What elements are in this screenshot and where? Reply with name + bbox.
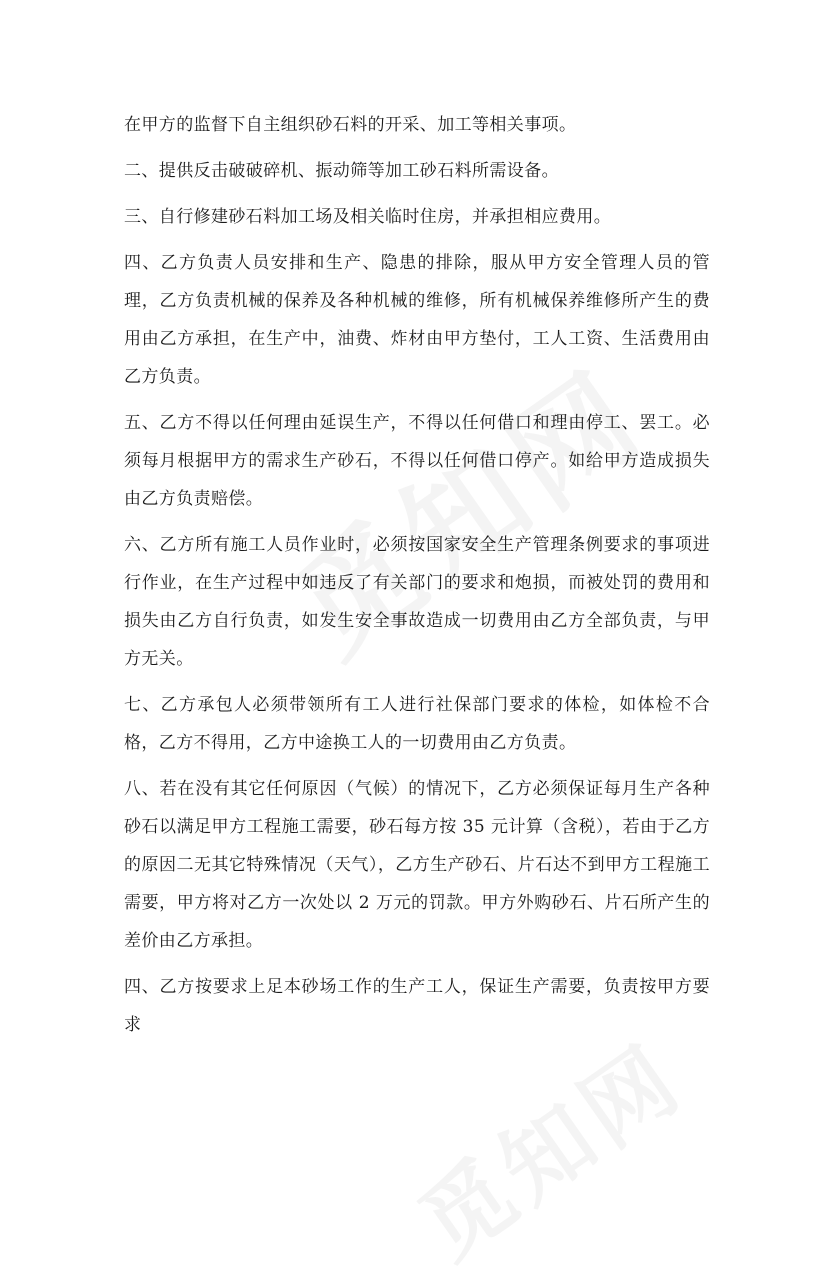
paragraph: 八、若在没有其它任何原因（气候）的情况下，乙方必须保证每月生产各种砂石以满足甲方工程施工需要，砂石每方按 35 元计算（含税），若由于乙方的原因二无其它特殊情况（天气），乙方生产砂石、片石达不到甲方工程施工需要，甲方将对乙方一次处以 2 万元的罚款。甲方外购砂石、片石所产生的差价由乙方承担。 <box>124 779 710 951</box>
paragraph: 七、乙方承包人必须带领所有工人进行社保部门要求的体检，如体检不合格，乙方不得用，乙方中途换工人的一切费用由乙方负责。 <box>124 695 710 753</box>
paragraph: 四、乙方按要求上足本砂场工作的生产工人，保证生产需要，负责按甲方要求 <box>124 977 710 1035</box>
paragraph: 在甲方的监督下自主组织砂石料的开采、加工等相关事项。 <box>124 115 577 135</box>
paragraph: 四、乙方负责人员安排和生产、隐患的排除，服从甲方安全管理人员的管理，乙方负责机械的保养及各种机械的维修，所有机械保养维修所产生的费用由乙方承担，在生产中，油费、炸材由甲方垫付，工人工资、生活费用由乙方负责。 <box>124 253 710 387</box>
paragraph: 六、乙方所有施工人员作业时，必须按国家安全生产管理条例要求的事项进行作业，在生产过程中如违反了有关部门的要求和炮损，而被处罚的费用和损失由乙方自行负责，如发生安全事故造成一切费用由乙方全部负责，与甲方无关。 <box>124 535 710 669</box>
document-body <box>124 106 710 1052</box>
paragraph: 五、乙方不得以任何理由延误生产，不得以任何借口和理由停工、罢工。必须每月根据甲方的需求生产砂石，不得以任何借口停产。如给甲方造成损失由乙方负责赔偿。 <box>124 413 710 509</box>
paragraph: 三、自行修建砂石料加工场及相关临时住房，并承担相应费用。 <box>124 207 612 227</box>
paragraph: 二、提供反击破破碎机、振动筛等加工砂石料所需设备。 <box>124 161 559 181</box>
